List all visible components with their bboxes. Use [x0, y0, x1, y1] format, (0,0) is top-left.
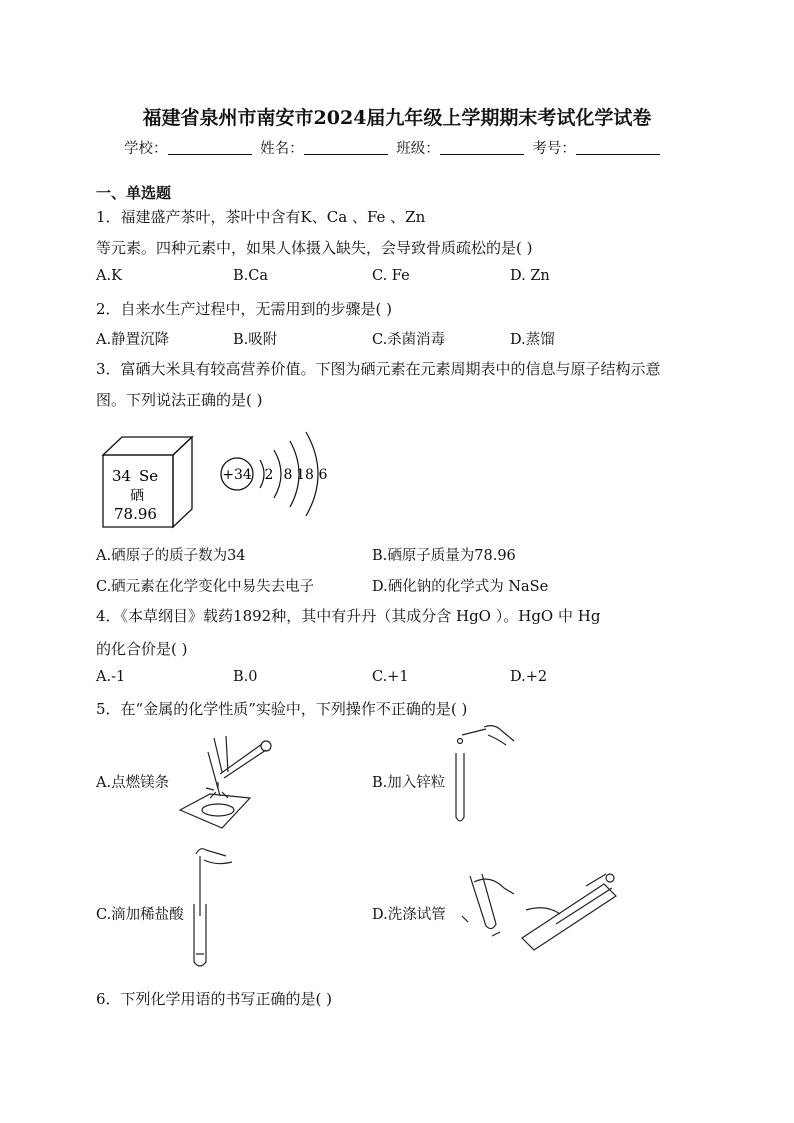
hand-sketch: [196, 849, 232, 864]
q1-stem-line1: 1．福建盛产茶叶，茶叶中含有K、Ca 、Fe 、Zn: [96, 208, 426, 226]
class-label: 班级：: [396, 141, 440, 157]
hand-sketch-left: [474, 879, 514, 894]
q2-stem: 2．自来水生产过程中，无需用到的步骤是( ): [96, 300, 393, 318]
electron-shell-2: [274, 450, 281, 498]
q1-stem-line2: 等元素。四种元素中，如果人体摄入缺失，会导致骨质疏松的是( ): [96, 239, 533, 257]
tweezers: [462, 729, 486, 735]
q3-option-a[interactable]: A.硒原子的质子数为34: [96, 548, 246, 564]
nucleus-charge: +34: [222, 467, 252, 483]
wash-tube-illustration: [456, 866, 628, 952]
atom-structure: [221, 432, 328, 516]
q2-option-c[interactable]: C.杀菌消毒: [372, 332, 446, 348]
shell-electrons-2: 8: [283, 467, 293, 483]
q4-stem-line1: 4．《本草纲目》载药1892种，其中有升丹（其成分含 HgO ）。HgO 中 Hg: [96, 607, 601, 625]
q5-stem: 5．在“金属的化学性质”实验中，下列操作不正确的是( ): [96, 700, 468, 718]
test-tube-brush: [556, 888, 612, 924]
school-label: 学校：: [124, 141, 168, 157]
shell-electrons-4: 6: [318, 467, 328, 483]
name-label: 姓名：: [260, 141, 304, 157]
q5-option-b[interactable]: B.加入锌粒: [372, 775, 446, 791]
atomic-number: 34: [112, 467, 132, 485]
school-blank[interactable]: [168, 140, 252, 155]
zinc-granule: [458, 739, 463, 744]
q5-option-c[interactable]: C.滴加稀盐酸: [96, 907, 184, 923]
page-title: 福建省泉州市南安市2024届九年级上学期期末考试化学试卷: [142, 107, 652, 129]
hand-sketch-right: [526, 874, 606, 914]
number-label: 考号：: [532, 141, 576, 157]
tongs-handle: [261, 741, 271, 751]
q6-stem: 6．下列化学用语的书写正确的是( ): [96, 990, 333, 1008]
atomic-mass: 78.96: [114, 505, 157, 523]
shell-electrons-3: 18: [296, 467, 314, 483]
student-info-line: [124, 137, 664, 158]
q5-option-a[interactable]: A.点燃镁条: [96, 775, 170, 791]
q4-option-c[interactable]: C.+1: [372, 669, 409, 685]
shell-electrons-1: 2: [264, 467, 274, 483]
number-blank[interactable]: [576, 140, 660, 155]
q5-option-d[interactable]: D.洗涤试管: [372, 907, 446, 923]
q3-option-c[interactable]: C.硒元素在化学变化中易失去电子: [96, 579, 315, 595]
q2-option-a[interactable]: A.静置沉降: [96, 332, 170, 348]
test-tube: [456, 753, 464, 821]
add-zinc-illustration: [448, 725, 528, 827]
q1-option-a[interactable]: A.K: [96, 268, 122, 284]
test-tube-left: [470, 874, 496, 929]
q2-option-d[interactable]: D.蒸馏: [510, 332, 555, 348]
brush-handle: [606, 874, 614, 882]
selenium-figure: [100, 430, 340, 535]
q3-stem-line2: 图。下列说法正确的是( ): [96, 391, 263, 409]
q4-stem-line2: 的化合价是( ): [96, 640, 188, 658]
q3-option-b[interactable]: B.硒原子质量为78.96: [372, 548, 516, 564]
hand-sketch: [484, 726, 514, 745]
q1-option-c[interactable]: C. Fe: [372, 268, 410, 284]
q2-option-b[interactable]: B.吸附: [233, 332, 278, 348]
asbestos-mesh: [180, 794, 250, 828]
q4-option-a[interactable]: A.-1: [96, 669, 126, 685]
name-blank[interactable]: [304, 140, 388, 155]
q4-option-d[interactable]: D.+2: [510, 669, 548, 685]
hand-sketch: [214, 736, 228, 772]
burning-magnesium-illustration: [170, 732, 280, 830]
class-blank[interactable]: [440, 140, 524, 155]
element-name: 硒: [130, 488, 144, 504]
q3-stem-line1: 3．富硒大米具有较高营养价值。下图为硒元素在元素周期表中的信息与原子结构示意: [96, 360, 661, 378]
element-symbol: Se: [139, 467, 159, 485]
q1-option-b[interactable]: B.Ca: [233, 268, 269, 284]
electron-shell-1: [260, 460, 264, 488]
drop-acid-illustration: [186, 842, 246, 970]
q3-option-d[interactable]: D.硒化钠的化学式为 NaSe: [372, 579, 549, 595]
q1-option-d[interactable]: D. Zn: [510, 268, 550, 284]
q4-option-b[interactable]: B.0: [233, 669, 258, 685]
section-heading: 一、单选题: [96, 184, 172, 202]
